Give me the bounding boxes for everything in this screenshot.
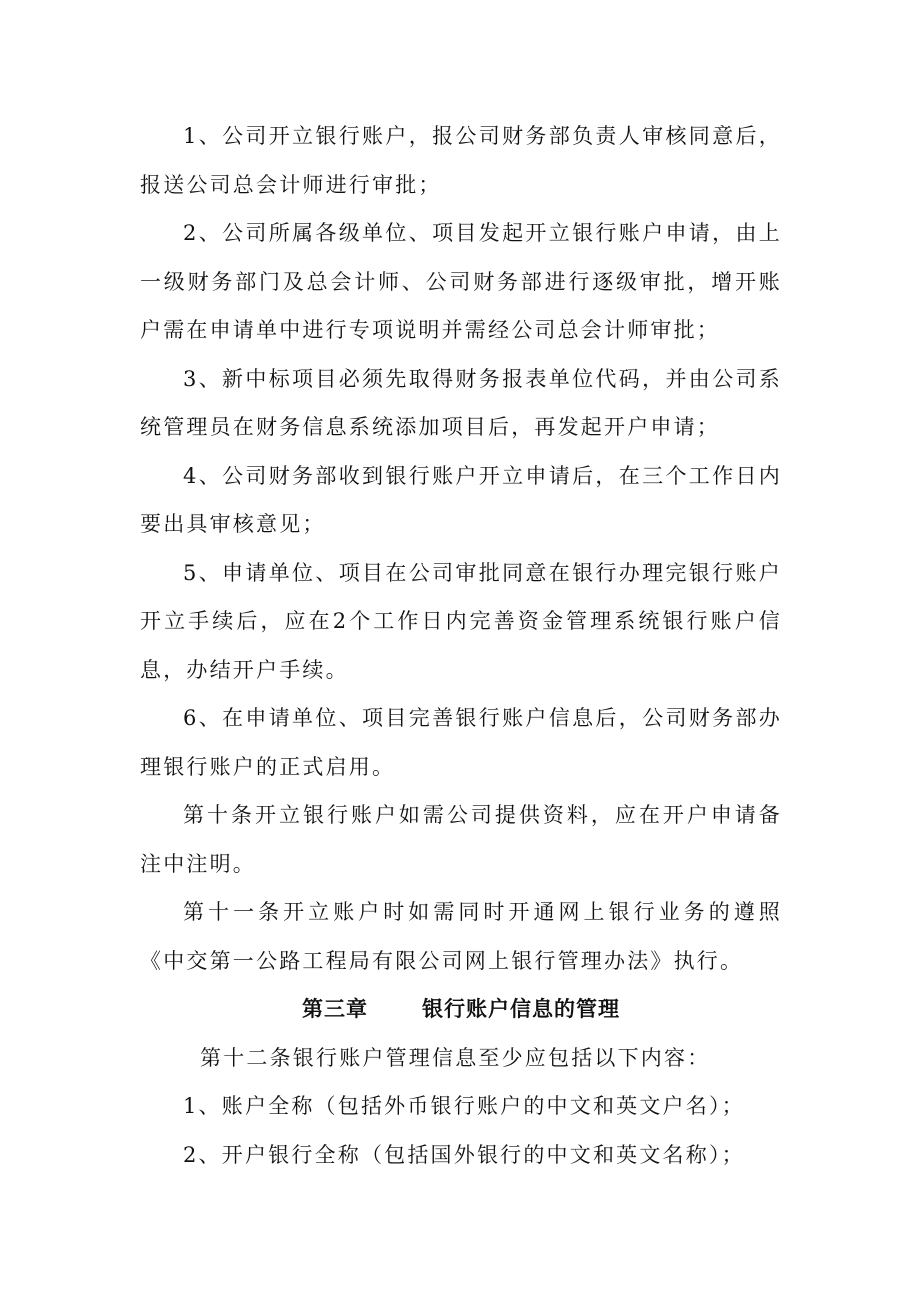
paragraph-item-1: 1、公司开立银行账户，报公司财务部负责人审核同意后，报送公司总会计师进行审批； bbox=[140, 124, 782, 197]
document-body bbox=[140, 112, 782, 1179]
article-11: 第十一条开立账户时如需同时开通网上银行业务的遵照《中交第一公路工程局有限公司网上银行管理办法》执行。 bbox=[140, 900, 782, 973]
chapter-heading bbox=[140, 985, 782, 1034]
list-item-bank-name: 2、开户银行全称（包括国外银行的中文和英文名称）； bbox=[183, 1142, 745, 1167]
chapter-title: 银行账户信息的管理 bbox=[422, 996, 620, 1021]
list-item-account-name: 1、账户全称（包括外币银行账户的中文和英文户名）； bbox=[183, 1094, 745, 1118]
paragraph-item-4: 4、公司财务部收到银行账户开立申请后，在三个工作日内要出具审核意见； bbox=[140, 463, 782, 536]
paragraph-item-6: 6、在申请单位、项目完善银行账户信息后，公司财务部办理银行账户的正式启用。 bbox=[140, 706, 782, 779]
chapter-number: 第三章 bbox=[302, 996, 368, 1021]
paragraph-item-5: 5、申请单位、项目在公司审批同意在银行办理完银行账户开立手续后，应在2个工作日内完善资金管理系统银行账户信息，办结开户手续。 bbox=[140, 560, 782, 682]
paragraph-item-2: 2、公司所属各级单位、项目发起开立银行账户申请，由上一级财务部门及总会计师、公司财务部进行逐级审批，增开账户需在申请单中进行专项说明并需经公司总会计师审批； bbox=[140, 221, 782, 342]
article-12: 第十二条银行账户管理信息至少应包括以下内容： bbox=[200, 1045, 711, 1070]
article-10: 第十条开立银行账户如需公司提供资料，应在开户申请备注中注明。 bbox=[140, 803, 782, 876]
paragraph-item-3: 3、新中标项目必须先取得财务报表单位代码，并由公司系统管理员在财务信息系统添加项目后，再发起开户申请； bbox=[140, 366, 782, 439]
